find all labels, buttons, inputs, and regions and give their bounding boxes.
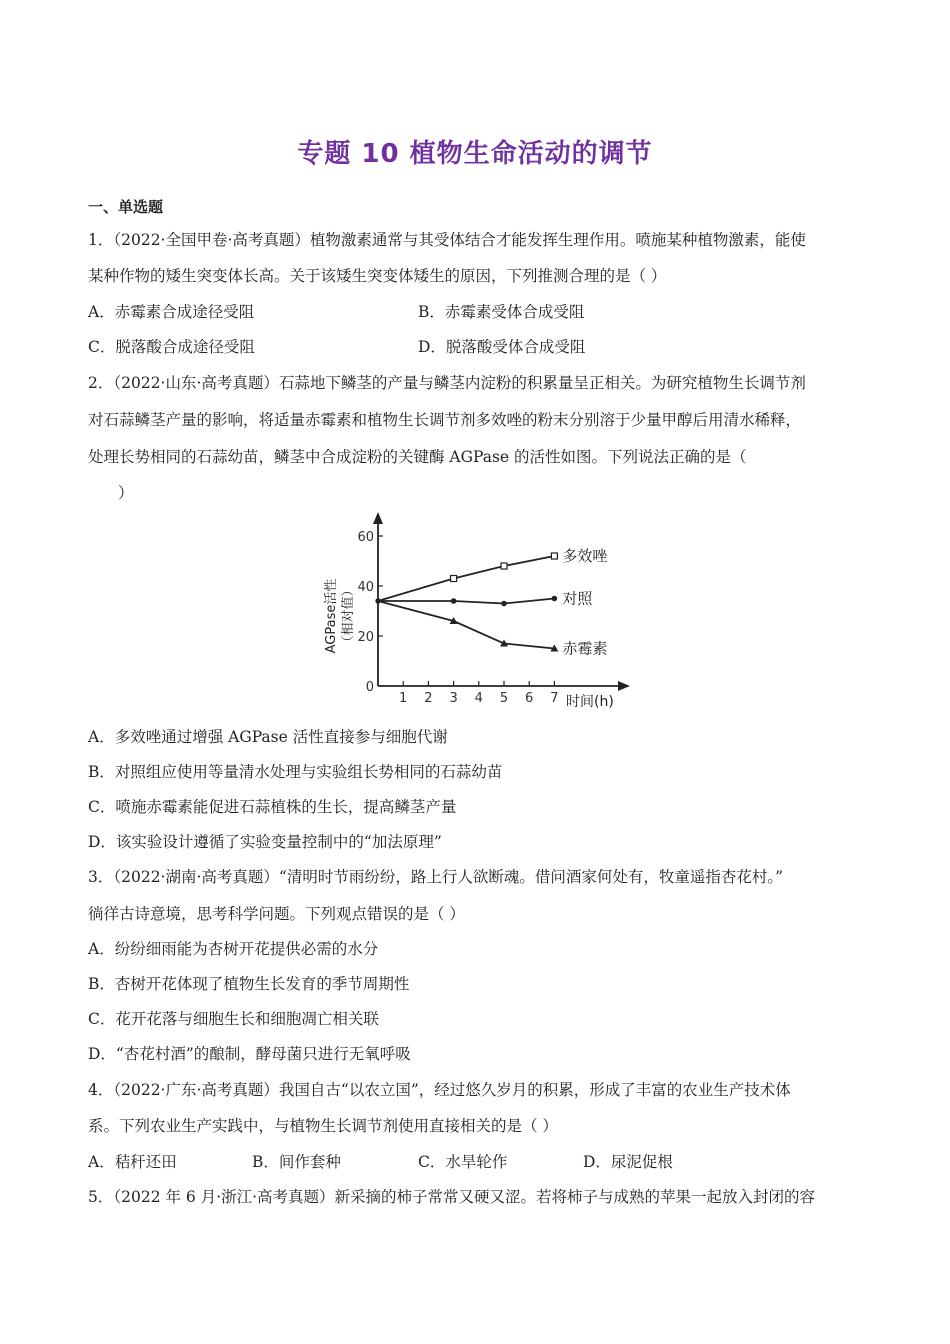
chart-svg [310,508,640,718]
q3-option-b[interactable]: B．杏树开花体现了植物生长发育的季节周期性 [88,975,410,993]
q2-stem-line1: 2．（2022·山东·高考真题）石蒜地下鳞茎的产量与鳞茎内淀粉的积累量呈正相关。为研究植物生长调节剂 [88,374,806,392]
x-tick-label: 4 [474,691,483,706]
series-line-2 [378,601,554,649]
y-tick-label: 0 [365,680,374,695]
agpase-activity-chart [310,508,640,718]
q3-option-d[interactable]: D．“杏花村酒”的酿制，酵母菌只进行无氧呼吸 [88,1045,411,1063]
y-axis-label-unit: （相对值） [341,583,356,649]
data-point [501,601,507,607]
q2-stem-line3: 处理长势相同的石蒜幼苗，鳞茎中合成淀粉的关键酶 AGPase 的活性如图。下列说法正确的是（ [88,448,747,466]
data-point [375,598,380,603]
q5-stem-line1: 5．（2022 年 6 月·浙江·高考真题）新采摘的柿子常常又硬又涩。若将柿子与成熟的苹果一起放入封闭的容 [88,1188,816,1206]
x-axis-arrow [618,681,630,691]
x-tick-label: 3 [449,691,458,706]
q1-option-b[interactable]: B．赤霉素受体合成受阻 [418,303,585,321]
y-tick-label: 60 [357,530,374,545]
q2-option-d[interactable]: D．该实验设计遵循了实验变量控制中的“加法原理” [88,833,442,851]
series-line-0 [378,556,554,601]
q2-option-a[interactable]: A．多效唑通过增强 AGPase 活性直接参与细胞代谢 [88,728,448,746]
q2-stem-line2: 对石蒜鳞茎产量的影响，将适量赤霉素和植物生长调节剂多效唑的粉末分别溶于少量甲醇后用清水稀释， [88,411,802,429]
q1-option-a[interactable]: A．赤霉素合成途径受阻 [88,303,255,321]
x-axis-label: 时间(h) [566,694,614,710]
section-heading: 一、单选题 [88,198,164,216]
series-label: 赤霉素 [562,639,608,658]
data-point [501,563,507,569]
q2-option-c[interactable]: C．喷施赤霉素能促进石蒜植株的生长，提高鳞茎产量 [88,798,457,816]
series-label: 多效唑 [562,547,608,565]
q3-option-a[interactable]: A．纷纷细雨能为杏树开花提供必需的水分 [88,940,379,958]
q1-stem-line1: 1．（2022·全国甲卷·高考真题）植物激素通常与其受体结合才能发挥生理作用。喷施某种植物激素，能使 [88,231,806,249]
q1-option-d[interactable]: D．脱落酸受体合成受阻 [418,338,586,356]
x-tick-label: 7 [550,691,559,706]
y-axis-arrow [373,512,383,524]
series-line-1 [378,599,554,604]
y-axis-label: AGPase活性 [324,578,339,654]
q4-option-c[interactable]: C．水旱轮作 [418,1153,508,1171]
y-tick-label: 40 [357,580,374,595]
q4-stem-line2: 系。下列农业生产实践中，与植物生长调节剂使用直接相关的是（ ） [88,1117,558,1135]
q2-stem-line4: ） [118,484,134,502]
data-point [451,576,457,582]
series-label: 对照 [562,589,593,608]
x-tick-label: 2 [424,691,433,706]
q4-option-b[interactable]: B．间作套种 [252,1153,341,1171]
q3-option-c[interactable]: C．花开花落与细胞生长和细胞凋亡相关联 [88,1010,379,1028]
q3-stem-line1: 3．（2022·湖南·高考真题）“清明时节雨纷纷，路上行人欲断魂。借问酒家何处有，牧童遥指杏花村。” [88,868,784,886]
data-point [551,553,557,559]
q3-stem-line2: 徜徉古诗意境，思考科学问题。下列观点错误的是（ ） [88,905,465,923]
q2-option-b[interactable]: B．对照组应使用等量清水处理与实验组长势相同的石蒜幼苗 [88,763,503,781]
x-tick-label: 6 [525,691,534,706]
q1-stem-line2: 某种作物的矮生突变体长高。关于该矮生突变体矮生的原因，下列推测合理的是（ ） [88,267,667,285]
x-tick-label: 1 [399,691,408,706]
data-point [552,596,558,602]
page-title: 专题 10 植物生命活动的调节 [297,139,653,169]
q4-option-d[interactable]: D．尿泥促根 [583,1153,673,1171]
y-tick-label: 20 [357,630,374,645]
q4-option-a[interactable]: A．秸秆还田 [88,1153,177,1171]
q1-option-c[interactable]: C．脱落酸合成途径受阻 [88,338,255,356]
x-tick-label: 5 [499,691,509,706]
data-point [451,598,457,604]
q4-stem-line1: 4．（2022·广东·高考真题）我国自古“以农立国”，经过悠久岁月的积累，形成了丰富的农业生产技术体 [88,1081,791,1099]
